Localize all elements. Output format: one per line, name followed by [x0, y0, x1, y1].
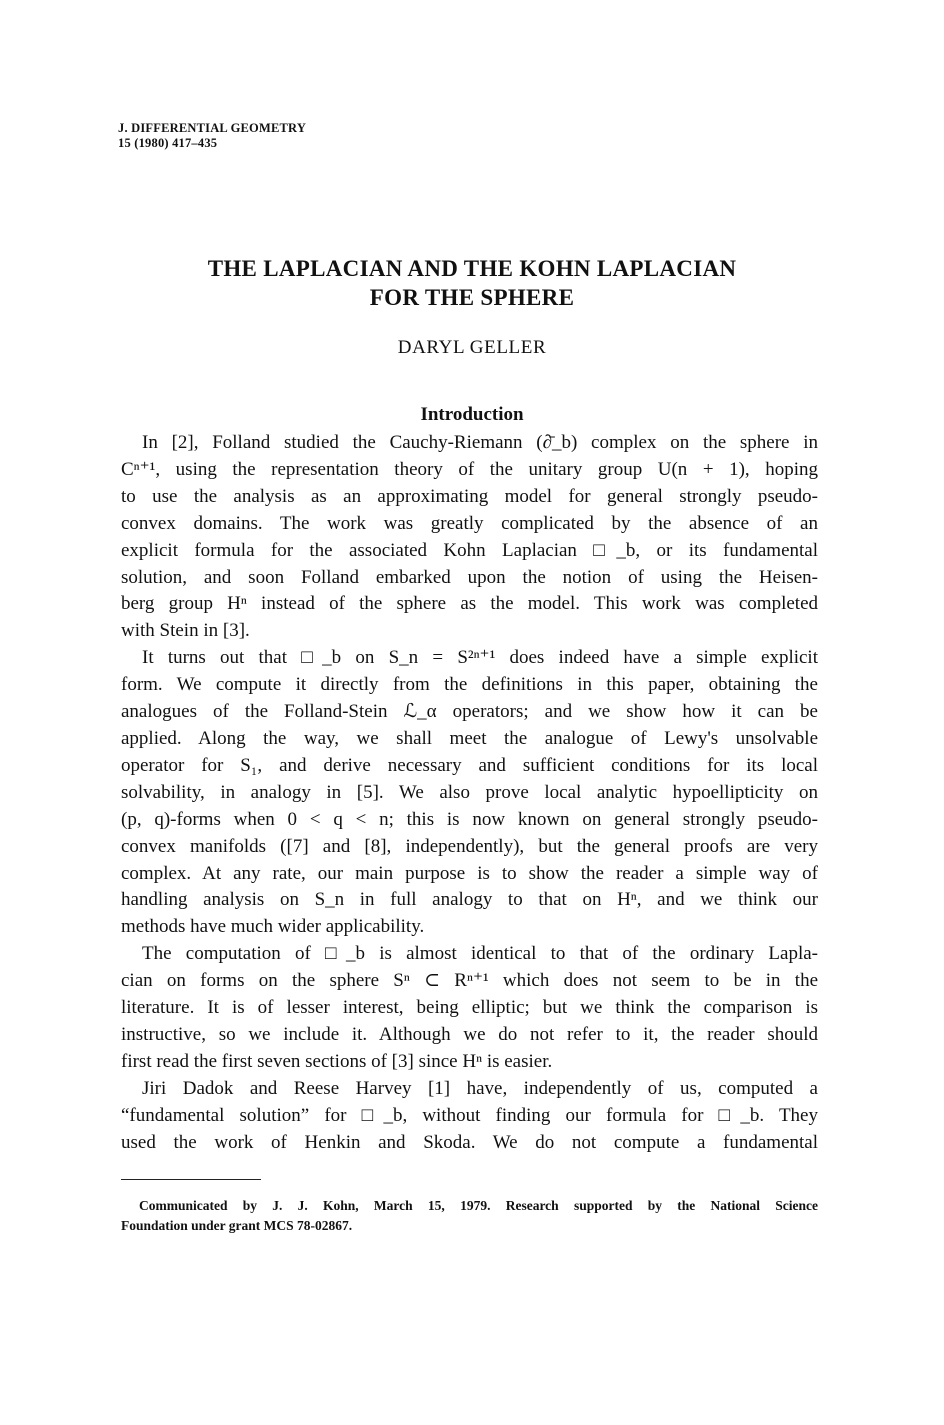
text-line: first read the first seven sections of [3] since Hⁿ is easier.: [121, 1050, 553, 1072]
text-line: Jiri Dadok and Reese Harvey [1] have, independently of us, computed a: [142, 1077, 818, 1099]
title-line-1: THE LAPLACIAN AND THE KOHN LAPLACIAN: [207, 256, 737, 281]
journal-citation: 15 (1980) 417–435: [118, 136, 218, 150]
paragraph-2: [121, 645, 818, 941]
text-line: analogues of the Folland-Stein ℒ_α operators; and we show how it can be: [121, 701, 818, 723]
text-line: solvability, in analogy in [5]. We also prove local analytic hypoellipticity on: [121, 781, 818, 803]
author: DARYL GELLER: [397, 337, 547, 358]
text-line: to use the analysis as an approximating model for general strongly pseudo-: [121, 485, 818, 507]
text-line: The computation of □_b is almost identical to that of the ordinary Lapla-: [142, 943, 818, 965]
paragraph-3: [121, 941, 818, 1076]
text-line: applied. Along the way, we shall meet the analogue of Lewy's unsolvable: [121, 727, 818, 749]
text-line: berg group Hⁿ instead of the sphere as the model. This work was completed: [121, 593, 818, 615]
paper-title: [0, 254, 944, 312]
text-line: explicit formula for the associated Kohn Laplacian □_b, or its fundamental: [121, 539, 818, 561]
journal-header: [118, 121, 306, 151]
text-line: convex manifolds ([7] and [8], independently), but the general proofs are very: [121, 835, 818, 857]
paragraph-1: [121, 430, 818, 645]
text-line: literature. It is of lesser interest, being elliptic; but we think the comparison is: [121, 997, 818, 1019]
text-line: used the work of Henkin and Skoda. We do not compute a fundamental: [121, 1131, 818, 1153]
text-line: operator for S₁, and derive necessary and sufficient conditions for its local: [121, 754, 818, 776]
text-line: convex domains. The work was greatly complicated by the absence of an: [121, 512, 818, 534]
text-line: handling analysis on S_n in full analogy to that on Hⁿ, and we think our: [121, 889, 818, 911]
text-line: Cⁿ⁺¹, using the representation theory of the unitary group U(n + 1), hoping: [121, 458, 818, 480]
body-text: [121, 430, 818, 1156]
footnote-line: Foundation under grant MCS 78-02867.: [121, 1218, 353, 1233]
text-line: solution, and soon Folland embarked upon the notion of using the Heisen-: [121, 566, 818, 588]
text-line: (p, q)-forms when 0 < q < n; this is now known on general strongly pseudo-: [121, 808, 818, 830]
text-line: instructive, so we include it. Although we do not refer to it, the reader should: [121, 1023, 818, 1045]
section-heading: Introduction: [420, 404, 524, 425]
text-line: It turns out that □_b on S_n = S²ⁿ⁺¹ does indeed have a simple explicit: [142, 647, 818, 669]
text-line: methods have much wider applicability.: [121, 916, 425, 938]
journal-name: J. DIFFERENTIAL GEOMETRY: [118, 121, 307, 135]
title-line-2: FOR THE SPHERE: [369, 285, 575, 310]
footnote-divider: [121, 1179, 261, 1180]
text-line: cian on forms on the sphere Sⁿ ⊂ Rⁿ⁺¹ which does not seem to be in the: [121, 970, 818, 992]
text-line: form. We compute it directly from the definitions in this paper, obtaining the: [121, 674, 818, 696]
text-line: with Stein in [3].: [121, 620, 250, 642]
text-line: “fundamental solution” for □_b, without finding our formula for □_b. They: [121, 1104, 818, 1126]
paragraph-4: [121, 1076, 818, 1157]
footnote: [121, 1196, 818, 1236]
text-line: complex. At any rate, our main purpose is to show the reader a simple way of: [121, 862, 818, 884]
text-line: In [2], Folland studied the Cauchy-Riemann (∂̄_b) complex on the sphere in: [142, 432, 818, 453]
footnote-line: Communicated by J. J. Kohn, March 15, 1979. Research supported by the National Science: [139, 1198, 818, 1213]
